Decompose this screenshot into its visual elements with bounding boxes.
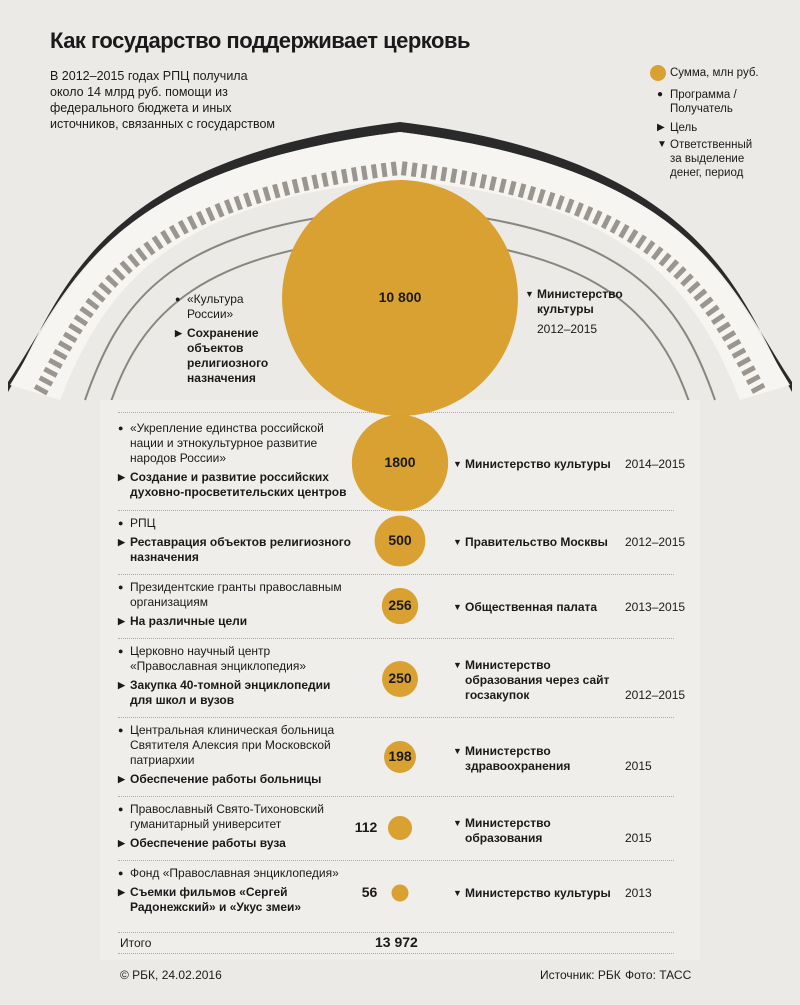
row-program: ● Православный Свято-Тихоновский гуманитарный университет [118, 802, 324, 831]
row-left [118, 516, 368, 565]
bullet-icon: ● [118, 518, 124, 528]
source: Источник: РБК [540, 968, 621, 982]
photo-credit: Фото: ТАСС [625, 968, 692, 982]
bubble-value-label: 250 [388, 670, 412, 686]
bubble-legend-icon [650, 65, 666, 81]
row-program: ● Президентские гранты православным организациям [118, 580, 342, 609]
legend-responsible [657, 138, 765, 180]
bubble-value-label: 198 [388, 748, 412, 764]
row-period: 2012–2015 [625, 688, 686, 702]
bullet-icon: ● [118, 646, 124, 656]
row-goal: ▶ Съемки фильмов «Сергей Радонежский» и «Укус змеи» [118, 885, 302, 914]
divider [118, 860, 674, 861]
triangle-down-icon: ▼ [453, 818, 462, 828]
bullet-icon: ● [118, 868, 124, 878]
row-goal: ▶ Обеспечение работы вуза [118, 836, 286, 850]
legend-responsible-label: Ответственный за выделение денег, период [670, 139, 753, 179]
triangle-right-icon: ▶ [118, 472, 125, 482]
row-period: 2013–2015 [625, 600, 686, 614]
bullet-icon: ● [175, 294, 181, 304]
bubble-value-label: 112 [354, 819, 378, 835]
row-ministry: ▼ Министерство культуры [525, 287, 623, 316]
row-period: 2013 [625, 886, 652, 900]
triangle-right-icon: ▶ [118, 774, 125, 784]
row-ministry: ▼ Министерство культуры [453, 457, 611, 471]
triangle-down-icon: ▼ [453, 660, 462, 670]
triangle-right-icon: ▶ [118, 838, 125, 848]
row-left [118, 421, 352, 500]
bubble-value-label: 10 800 [378, 289, 422, 305]
triangle-right-icon: ▶ [118, 616, 125, 626]
legend-program [657, 88, 760, 116]
row-goal: ▶ Сохранение объектов религиозного назначения [175, 326, 269, 385]
triangle-down-icon: ▼ [453, 459, 462, 469]
row-program: ● «Культура России» [175, 292, 244, 321]
row-program: ● Фонд «Православная энциклопедия» [118, 866, 339, 880]
row-ministry: ▼ Министерство здравоохранения [453, 744, 571, 773]
divider [118, 574, 674, 575]
divider [118, 796, 674, 797]
row-goal: ▶ Реставрация объектов религиозного назначения [118, 535, 351, 564]
triangle-right-icon: ▶ [657, 122, 665, 133]
row-goal: ▶ На различные цели [118, 614, 248, 628]
row-left [118, 644, 355, 708]
legend-goal-label: Цель [670, 122, 698, 134]
row-ministry: ▼ Министерство культуры [453, 886, 611, 900]
row-left [118, 723, 362, 787]
intro-text: В 2012–2015 годах РПЦ получила около 14 млрд руб. помощи из федерального бюджета и иных источников, связанных с государством [50, 69, 276, 131]
triangle-down-icon: ▼ [453, 746, 462, 756]
triangle-down-icon: ▼ [453, 888, 462, 898]
triangle-right-icon: ▶ [118, 537, 125, 547]
divider [118, 638, 674, 639]
legend-amount [670, 66, 759, 80]
bullet-icon: ● [118, 423, 124, 433]
row-ministry: ▼ Министерство образования [453, 816, 551, 845]
bullet-icon: ● [118, 725, 124, 735]
row-goal: ▶ Создание и развитие российских духовно-просветительских центров [118, 470, 347, 499]
legend-program-label: Программа / Получатель [670, 89, 737, 115]
row-program: ● «Укрепление единства российской нации и этнокультурное развитие народов России» [118, 421, 324, 465]
triangle-right-icon: ▶ [118, 680, 125, 690]
row-left [118, 866, 352, 915]
triangle-down-icon: ▼ [657, 139, 667, 150]
row-left [118, 580, 368, 629]
legend-goal [657, 121, 698, 135]
divider [118, 412, 674, 413]
row-left [118, 802, 345, 851]
page-title: Как государство поддерживает церковь [50, 28, 471, 53]
bubble-value-label: 500 [388, 532, 412, 548]
row-program: ● РПЦ [118, 516, 156, 530]
total-label: Итого [120, 936, 152, 950]
bullet-icon: ● [657, 89, 664, 100]
row-ministry: ▼ Правительство Москвы [453, 535, 608, 549]
row-program: ● Центральная клиническая больница Святителя Алексия при Московской патриархии [118, 723, 335, 767]
bubble-value-label: 56 [361, 884, 378, 900]
triangle-right-icon: ▶ [175, 328, 182, 338]
divider [118, 953, 674, 954]
divider [118, 717, 674, 718]
row-period: 2014–2015 [625, 457, 686, 471]
row-period: 2012–2015 [537, 322, 598, 336]
row-left [175, 292, 275, 386]
row-period: 2012–2015 [625, 535, 686, 549]
total-value: 13 972 [375, 934, 418, 950]
triangle-down-icon: ▼ [453, 602, 462, 612]
triangle-down-icon: ▼ [525, 289, 534, 299]
triangle-right-icon: ▶ [118, 887, 125, 897]
row-program: ● Церковно научный центр «Православная энциклопедия» [118, 644, 307, 673]
bubble-value-label: 256 [388, 597, 412, 613]
row-ministry: ▼ Общественная палата [453, 600, 598, 614]
bubble-value-label: 1800 [384, 454, 416, 470]
row-period: 2015 [625, 831, 652, 845]
row-ministry: ▼ Министерство образования через сайт госзакупок [453, 658, 610, 702]
divider [118, 510, 674, 511]
row-period: 2015 [625, 759, 652, 773]
legend-amount-label: Сумма, млн руб. [670, 67, 759, 79]
row-goal: ▶ Обеспечение работы больницы [118, 772, 322, 786]
row-goal: ▶ Закупка 40-томной энциклопедии для школ и вузов [118, 678, 331, 707]
triangle-down-icon: ▼ [453, 537, 462, 547]
bullet-icon: ● [118, 582, 124, 592]
copyright: © РБК, 24.02.2016 [120, 968, 222, 982]
divider [118, 932, 674, 933]
bullet-icon: ● [118, 804, 124, 814]
